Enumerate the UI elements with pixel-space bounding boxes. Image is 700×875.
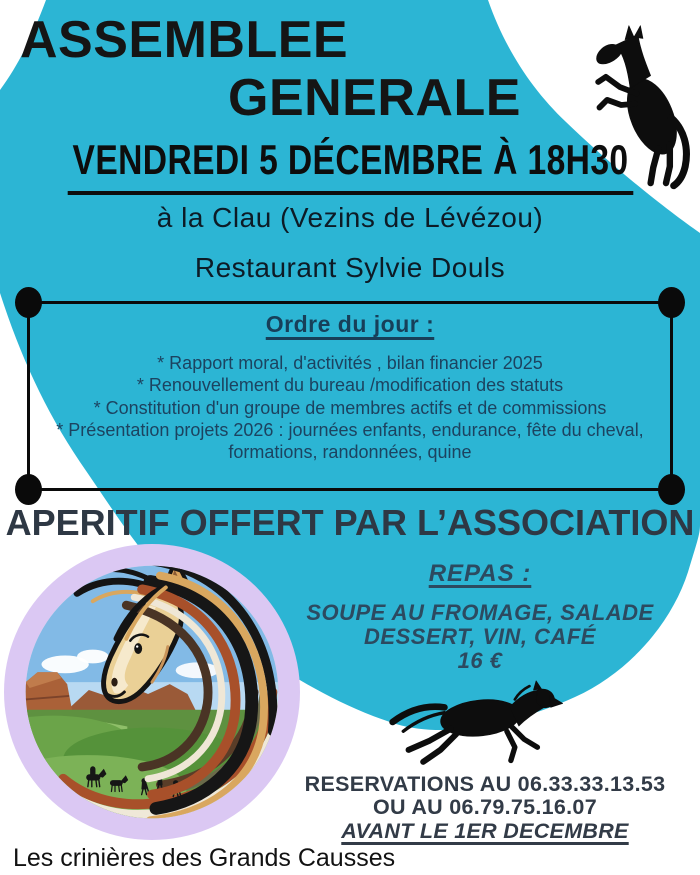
reservations-section <box>270 773 700 843</box>
meal-title: REPAS : <box>428 560 532 587</box>
reservation-deadline: AVANT LE 1ER DECEMBRE <box>341 818 629 843</box>
venue-line-1: à la Clau (Vezins de Lévézou) <box>156 202 544 233</box>
agenda-item: * Constitution d'un groupe de membres actifs et de commissions <box>93 397 607 418</box>
poster-title-line2: GENERALE <box>228 69 521 127</box>
corner-dot-top-right <box>658 287 685 318</box>
corner-dot-bottom-left <box>15 474 42 505</box>
agenda-item: * Rapport moral, d'activités , bilan financier 2025 <box>157 353 543 373</box>
poster-title-line1: ASSEMBLEE <box>20 11 349 69</box>
meal-line: SOUPE AU FROMAGE, SALADE <box>306 600 654 625</box>
aperitif-line: APERITIF OFFERT PAR L’ASSOCIATION <box>5 502 695 543</box>
jumping-horse-icon <box>382 666 568 766</box>
event-date: VENDREDI 5 DÉCEMBRE À 18H30 <box>67 136 633 195</box>
meal-section <box>280 560 680 673</box>
corner-dot-bottom-right <box>658 474 685 505</box>
meal-line: DESSERT, VIN, CAFÉ <box>364 623 596 649</box>
association-logo <box>4 544 300 840</box>
agenda-item: * Renouvellement du bureau /modification des statuts <box>136 375 564 396</box>
reservation-phone-line1: RESERVATIONS AU 06.33.33.13.53 <box>304 772 666 796</box>
agenda-item: * Présentation projets 2026 : journées enfants, endurance, fête du cheval, formations, randonnées, quine <box>56 419 644 463</box>
reservation-phone-line2: OU AU 06.79.75.16.07 <box>373 795 597 820</box>
venue-line-2: Restaurant Sylvie Douls <box>194 252 506 283</box>
footer-association-name: Les crinières des Grands Causses <box>13 844 396 872</box>
agenda-box <box>27 301 673 491</box>
event-date-row <box>0 136 700 195</box>
agenda-title: Ordre du jour : <box>265 311 435 337</box>
meal-price: 16 € <box>457 647 503 673</box>
agenda-items <box>30 352 670 464</box>
corner-dot-top-left <box>15 287 42 318</box>
